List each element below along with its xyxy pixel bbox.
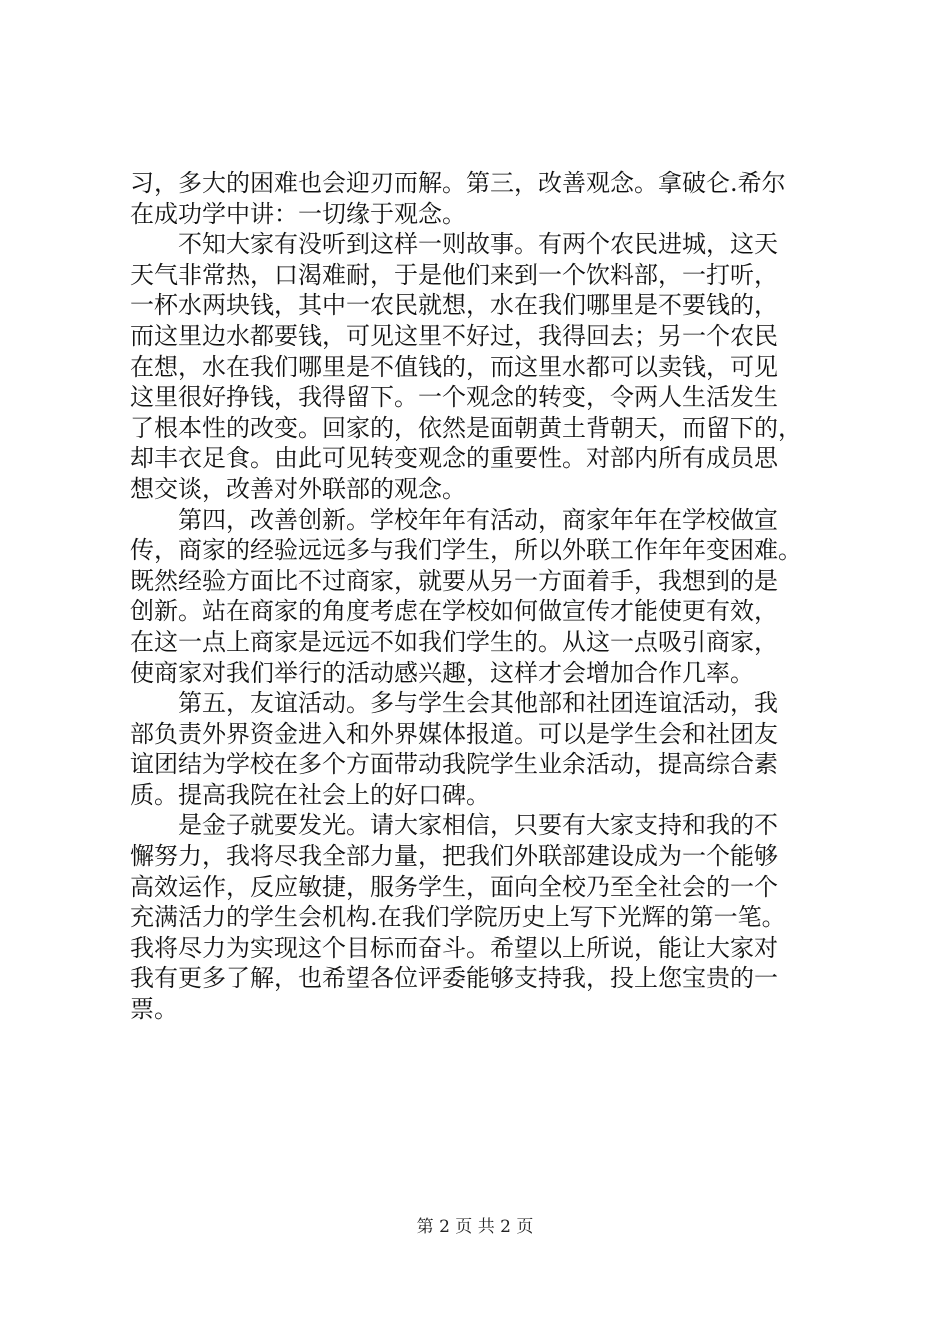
text-line: 使商家对我们举行的活动感兴趣，这样才会增加合作几率。 <box>130 658 754 687</box>
text-line: 在这一点上商家是远远不如我们学生的。从这一点吸引商家， <box>130 627 778 656</box>
text-line: 不知大家有没听到这样一则故事。有两个农民进城，这天 <box>178 230 778 259</box>
text-line: 习，多大的困难也会迎刃而解。第三，改善观念。拿破仑.希尔 <box>130 169 786 197</box>
text-line: 我将尽力为实现这个目标而奋斗。希望以上所说，能让大家对 <box>130 933 778 962</box>
document-body <box>130 168 830 1025</box>
text-line: 第四，改善创新。学校年年有活动，商家年年在学校做宣 <box>178 505 778 534</box>
text-line: 懈努力，我将尽我全部力量，把我们外联部建设成为一个能够 <box>130 842 778 871</box>
text-line: 票。 <box>130 995 178 1024</box>
text-line: 我有更多了解，也希望各位评委能够支持我，投上您宝贵的一 <box>130 964 778 993</box>
text-line: 部负责外界资金进入和外界媒体报道。可以是学生会和社团友 <box>130 719 778 748</box>
text-line: 却丰衣足食。由此可见转变观念的重要性。对部内所有成员思 <box>130 444 778 473</box>
text-line: 这里很好挣钱，我得留下。一个观念的转变，令两人生活发生 <box>130 383 778 412</box>
text-line: 天气非常热，口渴难耐，于是他们来到一个饮料部，一打听， <box>130 260 778 289</box>
text-line: 在成功学中讲：一切缘于观念。 <box>130 199 466 228</box>
text-line: 想交谈，改善对外联部的观念。 <box>130 474 466 503</box>
text-line: 高效运作，反应敏捷，服务学生，面向全校乃至全社会的一个 <box>130 872 778 901</box>
text-line: 传，商家的经验远远多与我们学生，所以外联工作年年变困难。 <box>130 536 802 565</box>
text-line: 第五，友谊活动。多与学生会其他部和社团连谊活动，我 <box>178 689 778 718</box>
text-line: 了根本性的改变。回家的，依然是面朝黄土背朝天，而留下的， <box>130 413 802 442</box>
text-line: 而这里边水都要钱，可见这里不好过，我得回去；另一个农民 <box>130 321 778 350</box>
text-line: 充满活力的学生会机构.在我们学院历史上写下光辉的第一笔。 <box>130 903 786 932</box>
text-line: 是金子就要发光。请大家相信，只要有大家支持和我的不 <box>178 811 778 840</box>
text-line: 创新。站在商家的角度考虑在学校如何做宣传才能使更有效， <box>130 597 778 626</box>
text-line: 一杯水两块钱，其中一农民就想，水在我们哪里是不要钱的， <box>130 291 778 320</box>
text-line: 在想，水在我们哪里是不值钱的，而这里水都可以卖钱，可见 <box>130 352 778 381</box>
text-line: 既然经验方面比不过商家，就要从另一方面着手，我想到的是 <box>130 566 778 595</box>
text-line: 质。提高我院在社会上的好口碑。 <box>130 780 490 809</box>
text-line: 谊团结为学校在多个方面带动我院学生业余活动，提高综合素 <box>130 750 778 779</box>
page-footer: 第 2 页 共 2 页 <box>416 1217 534 1237</box>
